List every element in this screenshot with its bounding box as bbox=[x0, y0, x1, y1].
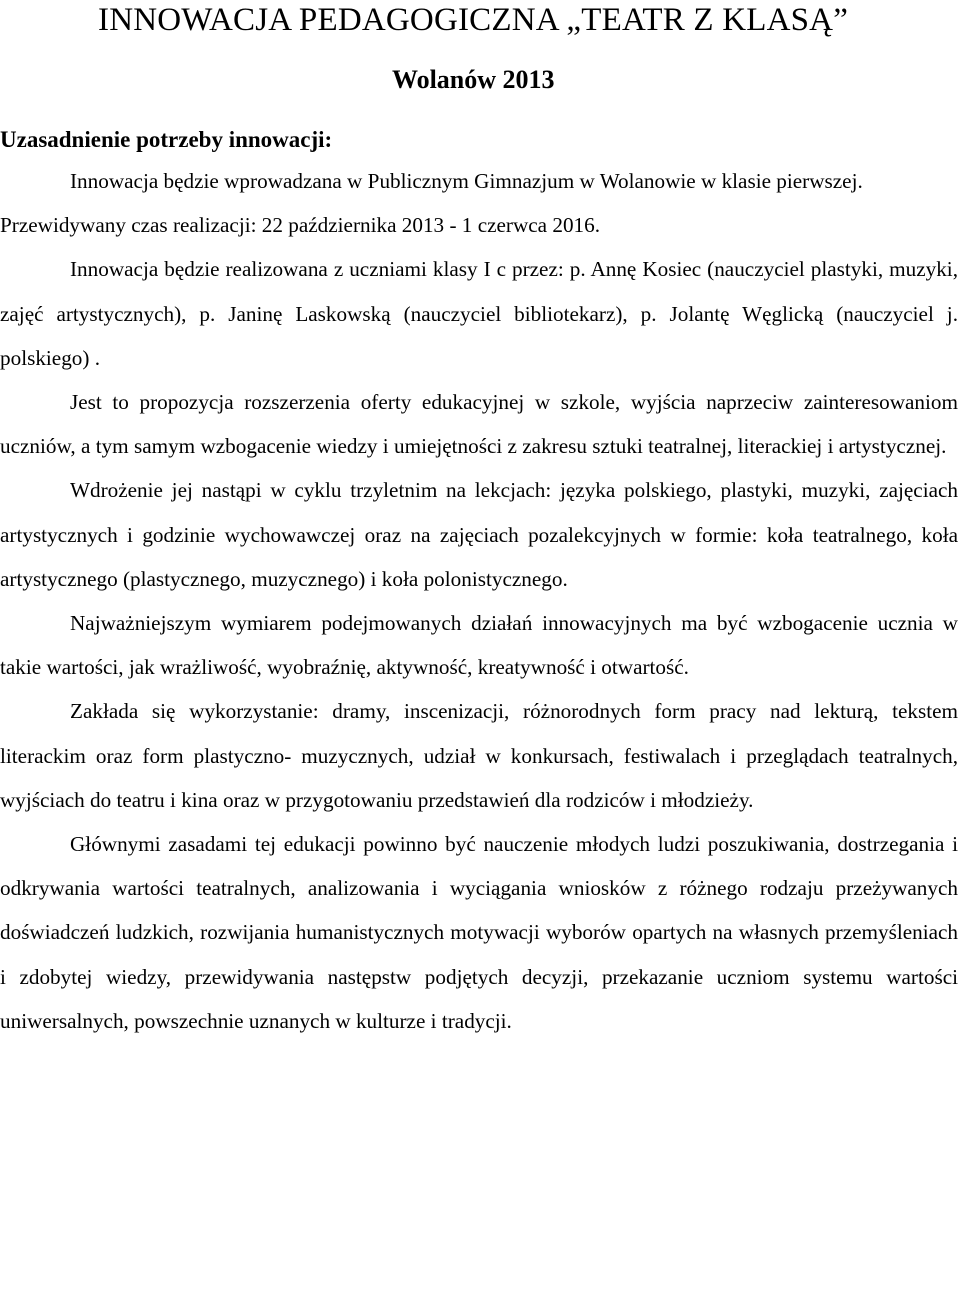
paragraph-1: Innowacja będzie wprowadzana w Publicznym Gimnazjum w Wolanowie w klasie pierwszej. bbox=[70, 169, 863, 193]
document-body bbox=[0, 159, 958, 1043]
document-title: INNOWACJA PEDAGOGICZNA „TEATR Z KLASĄ” bbox=[98, 2, 849, 38]
paragraph-6: Najważniejszym wymiarem podejmowanych działań innowacyjnych ma być wzbogacenie ucznia w takie wartości, jak wrażliwość, wyobraźnię, aktywność, kreatywność i otwartość. bbox=[0, 611, 958, 680]
paragraph-7: Zakłada się wykorzystanie: dramy, inscenizacji, różnorodnych form pracy nad lekturą, tekstem literackim oraz form plastyczno- muzycznych, udział w konkursach, festiwalach i przeglądach teatralnych, wyjściach do teatru i kina oraz w przygotowaniu przedstawień dla rodziców i młodzieży. bbox=[0, 699, 958, 812]
paragraph-4: Jest to propozycja rozszerzenia oferty edukacyjnej w szkole, wyjścia naprzeciw zainteresowaniom uczniów, a tym samym wzbogacenie wiedzy i umiejętności z zakresu sztuki teatralnej, literackiej i artystycznej. bbox=[0, 390, 958, 459]
paragraph-8: Głównymi zasadami tej edukacji powinno być nauczenie młodych ludzi poszukiwania, dostrzegania i odkrywania wartości teatralnych, analizowania i wyciągania wniosków z różnego rodzaju przeżywanych doświadczeń ludzkich, rozwijania humanistycznych motywacji wyborów opartych na własnych przemyśleniach i zdobytej wiedzy, przewidywania następstw podjętych decyzji, przekazanie uczniom systemu wartości uniwersalnych, powszechnie uznanych w kulturze i tradycji. bbox=[0, 832, 958, 1033]
document-subtitle: Wolanów 2013 bbox=[392, 65, 555, 94]
paragraph-2: Przewidywany czas realizacji: 22 października 2013 - 1 czerwca 2016. bbox=[0, 213, 601, 238]
paragraph-3: Innowacja będzie realizowana z uczniami klasy I c przez: p. Annę Kosiec (nauczyciel plastyki, muzyki, zajęć artystycznych), p. Janinę Laskowską (nauczyciel bibliotekarz), p. Jolantę Węglicką (nauczyciel j. polskiego) . bbox=[0, 257, 958, 370]
paragraph-5: Wdrożenie jej nastąpi w cyklu trzyletnim na lekcjach: języka polskiego, plastyki, muzyki, zajęciach artystycznych i godzinie wychowawczej oraz na zajęciach pozalekcyjnych w formie: koła teatralnego, koła artystycznego (plastycznego, muzycznego) i koła polonistycznego. bbox=[0, 478, 958, 591]
section-heading: Uzasadnienie potrzeby innowacji: bbox=[0, 127, 333, 152]
